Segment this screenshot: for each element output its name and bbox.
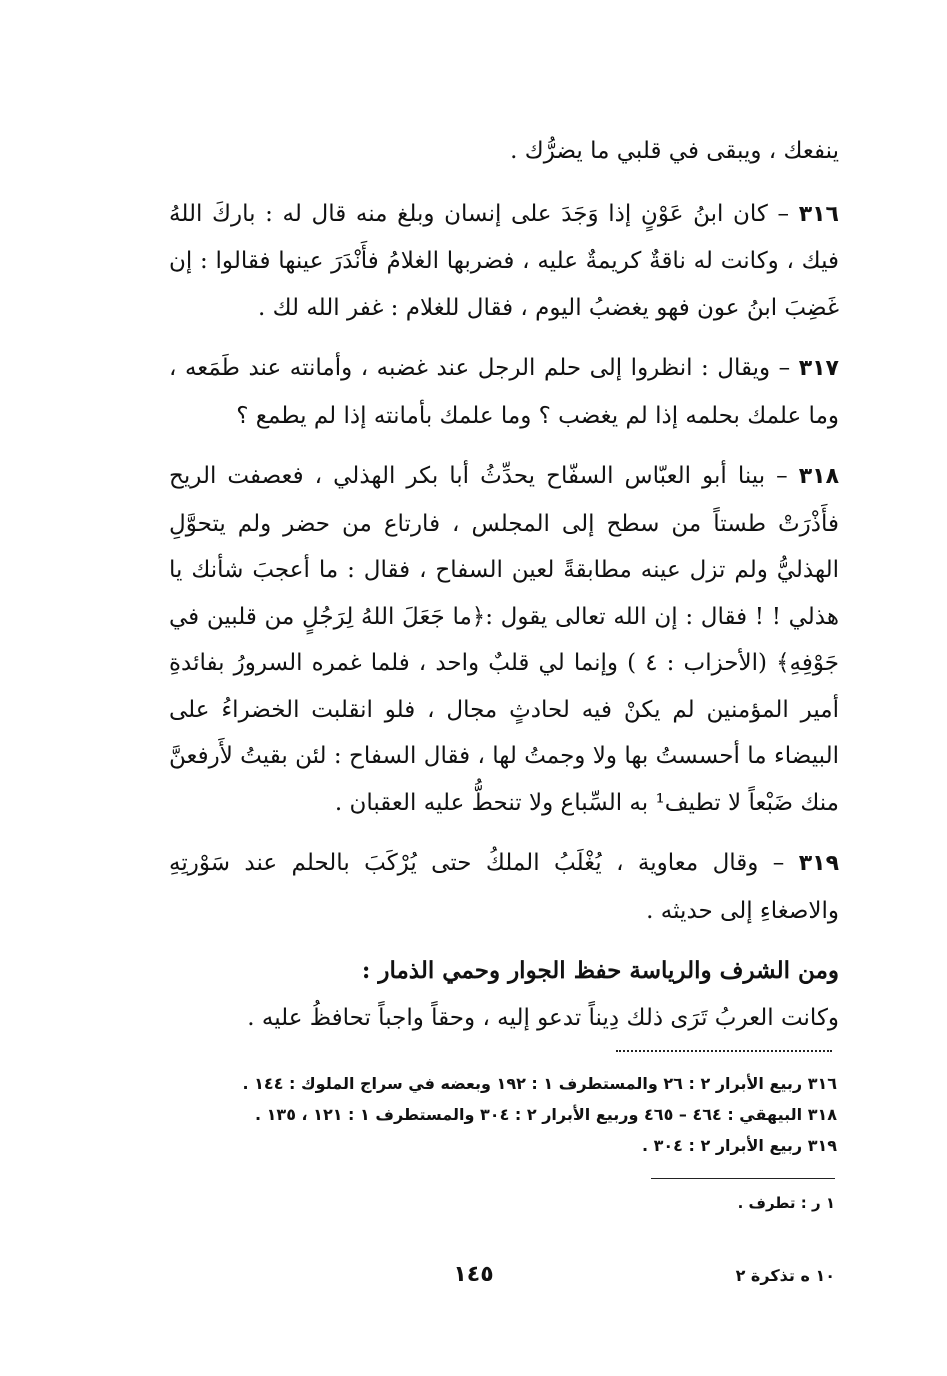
printer-signature: ١٠ ه تذكرة ٢ xyxy=(735,1266,835,1285)
source-note: ٣١٨ البيهقي : ٤٦٤ – ٤٦٥ وربيع الأبرار ٢ : ٣٠٤ والمستطرف ١ : ١٢١ ، ١٣٥ . xyxy=(255,1105,837,1124)
paragraph-text: – كان ابنُ عَوْنٍ إذا وَجَدَ على إنسان وبلغ منه قال له : باركَ اللهُ فيك ، وكانت له ناقةٌ كريمةٌ عليه ، فضربها الغلامُ فأَنْدَرَ عينها فقالوا : إن غَضِبَ ابنُ عون فهو يغضبُ اليوم ، فقال للغلام : غفر الله لك . xyxy=(169,200,839,321)
paragraph-number: ٣١٨ xyxy=(798,464,840,489)
paragraph-number: ٣١٧ xyxy=(798,356,839,381)
paragraph-317 xyxy=(169,345,839,439)
source-notes xyxy=(177,1068,837,1161)
dotted-divider xyxy=(616,1050,832,1052)
paragraph-text: ينفعك ، ويبقى في قلبي ما يضرُّك . xyxy=(510,138,839,164)
footnote: ١ ر : تطرف . xyxy=(737,1194,835,1212)
paragraph-316 xyxy=(169,191,839,332)
paragraph-number: ٣١٦ xyxy=(798,201,839,227)
paragraph-text: – بينا أبو العبّاس السفّاح يحدِّثُ أبا بكر الهذلي ، فعصفت الريح فأَذْرَتْ طستاً من سطح إلى المجلس ، فارتاع من حضر ولم يتحوَّلِ الهذليُّ ولم تزل عينه مطابقةً لعين السفاح ، فقال : ما أعجبَ شأنك يا هذلي ! ! فقال : إن الله تعالى يقول :﴿ما جَعَلَ اللهُ لِرَجُلٍ من قلبين في جَوْفِهِ﴾ (الأحزاب : ٤ ) وإنما لي قلبٌ واحد ، فلما غمره السرورُ بفائدةِ أمير المؤمنين لم يكنْ فيه لحادثٍ مجال ، فلو انقلبت الخضراءُ على البيضاء ما أحسستُ بها ولا وجمتُ لها ، فقال السفاح : لئن بقيتُ لأَرفعنَّ منك ضَبْعاً لا تطيف¹ به السِّباع ولا تنحطُّ عليه العقبان . xyxy=(169,463,839,816)
closing-line: وكانت العربُ تَرَى ذلك دِيناً تدعو إليه ، وحقاً واجباً تحافظُ عليه . xyxy=(247,1004,839,1031)
paragraph-318 xyxy=(169,453,839,826)
paragraph-text: – وقال معاوية ، يُغْلَبُ الملكُ حتى يُرْكَبَ بالحلم عند سَوْرتِهِ والاصغاءِ إلى حديثه . xyxy=(169,850,839,924)
section-heading: ومن الشرف والرياسة حفظ الجوار وحمي الذمار : xyxy=(361,957,839,984)
paragraph-319 xyxy=(169,840,839,934)
footnote-divider xyxy=(651,1178,835,1179)
main-text xyxy=(169,128,839,1041)
paragraph-text: – ويقال : انظروا إلى حلم الرجل عند غضبه ، وأمانته عند طَمَعه ، وما علمك بحلمه إذا لم يغضب ؟ وما علمك بأمانته إذا لم يطمع ؟ xyxy=(169,355,839,429)
page-number: ١٤٥ xyxy=(453,1262,494,1287)
paragraph-continuation xyxy=(169,128,839,175)
source-note: ٣١٩ ربيع الأبرار ٢ : ٣٠٤ . xyxy=(641,1136,837,1155)
paragraph-number: ٣١٩ xyxy=(798,851,840,876)
source-note: ٣١٦ ربيع الأبرار ٢ : ٢٦ والمستطرف ١ : ١٩٢ وبعضه في سراج الملوك : ١٤٤ . xyxy=(242,1074,837,1093)
